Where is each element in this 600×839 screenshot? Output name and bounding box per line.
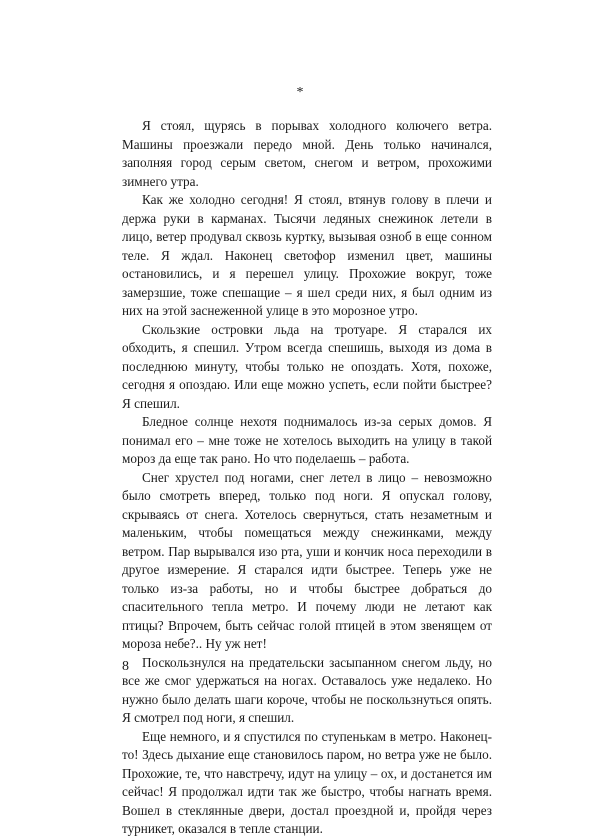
paragraph: Скользкие островки льда на тротуаре. Я старался их обходить, я спешил. Утром всегда спешишь, выходя из дома в последнюю минуту, чтобы только не опоздать. Хотя, похоже, сегодня я опоздаю. Или еще можно успеть, если пойти быстрее? Я спешил. [122,321,492,411]
section-separator: * [296,85,304,100]
paragraph: Бледное солнце нехотя поднималось из-за серых домов. Я понимал его – мне тоже не хотелось выходить на улицу в такой мороз да еще так рано. Но что поделаешь – работа. [122,414,492,466]
paragraph: Поскользнулся на предательски засыпанном снегом льду, но все же смог удержаться на ногах. Оставалось уже недалеко. Но нужно было делать шаги короче, чтобы не поскользнуться опять. Я смотрел под ноги, я спешил. [122,654,492,725]
paragraph: Я стоял, щурясь в порывах холодного колючего ветра. Машины проезжали передо мной. День только начинался, заполняя город серым светом, снегом и ветром, прохожими зимнего утра. [122,118,492,189]
paragraph: Как же холодно сегодня! Я стоял, втянув голову в плечи и держа руки в карманах. Тысячи ледяных снежинок летели в лицо, ветер продувал сквозь куртку, вызывая озноб в еще сонном теле. Я ждал. Наконец светофор изменил цвет, машины остановились, и я перешел улицу. Прохожие вокруг, тоже замерзшие, тоже спешащие – я шел среди них, я был одним из них на этой заснеженной улице в это морозное утро. [122,192,492,318]
body-text [122,117,492,839]
paragraph: Снег хрустел под ногами, снег летел в лицо – невозможно было смотреть вперед, только под ноги. Я опускал голову, скрываясь от снега. Хотелось свернуться, стать незаметным и маленьким, чтобы помещаться между снежинками, между ветром. Пар вырывался изо рта, уши и кончик носа переходили в другое измерение. Я старался идти быстрее. Теперь уже не только из-за работы, но и чтобы быстрее добраться до спасительного тепла метро. И почему люди не летают как птицы? Впрочем, быть сейчас голой птицей в этом звенящем от мороза небе?.. Ну уж нет! [122,469,492,651]
page-number: 8 [122,659,129,674]
paragraph: Еще немного, и я спустился по ступенькам в метро. Наконец-то! Здесь дыхание еще становилось паром, но ветра уже не было. Прохожие, те, что навстречу, идут на улицу – ох, и достанется им сейчас! Я продолжал идти так же быстро, чтобы нагнать время. Вошел в стеклянные двери, достал проездной и, пройдя через турникет, оказался в тепле станции. [122,728,492,836]
